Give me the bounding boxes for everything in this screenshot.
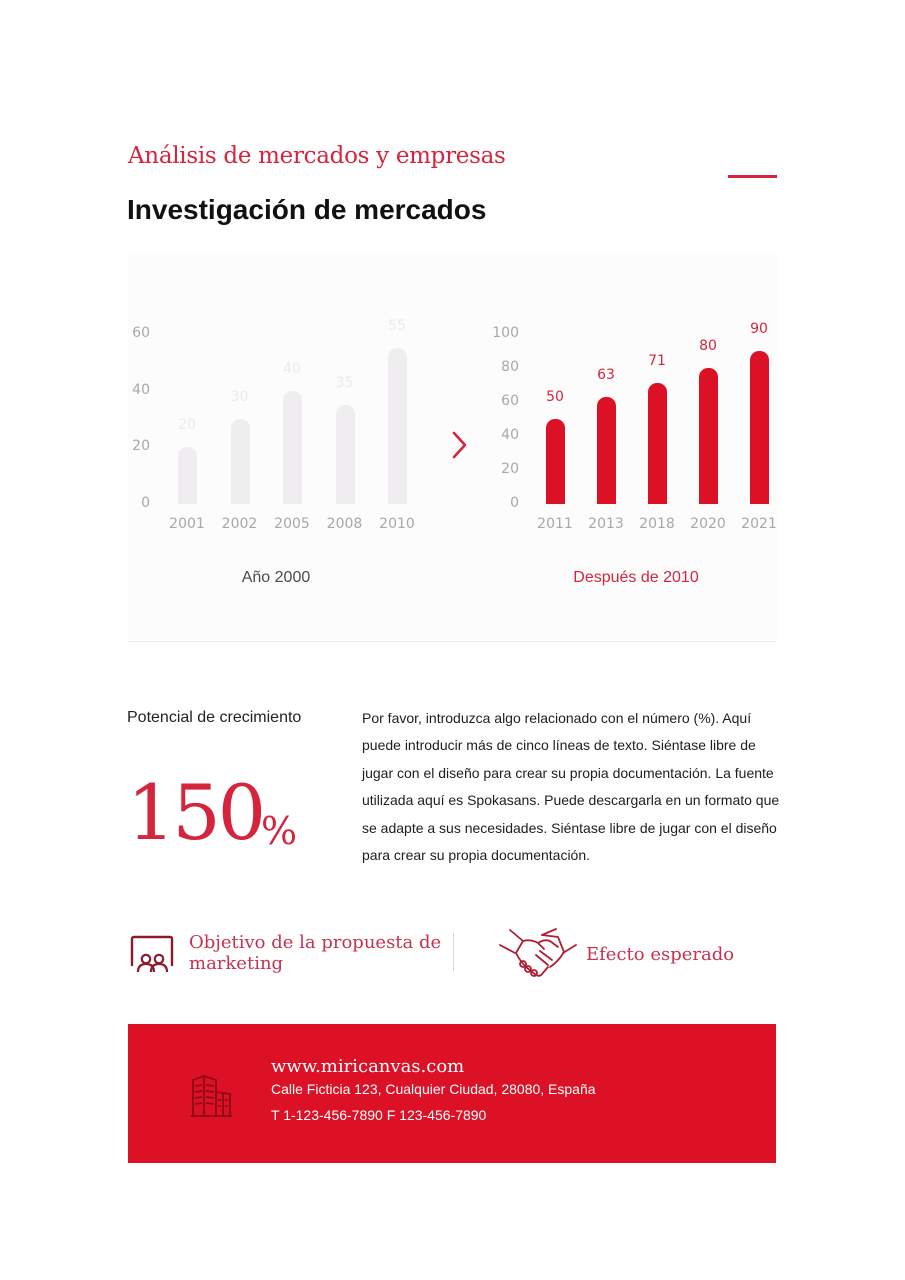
feature-label-line2: marketing — [189, 953, 284, 974]
chart-caption-2000: Año 2000 — [241, 569, 311, 586]
feature-marketing-objective — [189, 932, 441, 974]
y-axis-tick: 20 — [501, 461, 519, 477]
chart-bar — [699, 368, 718, 504]
x-axis-tick: 2020 — [690, 516, 726, 532]
accent-line — [728, 175, 777, 178]
chevron-right-icon — [450, 430, 470, 460]
chart-bar — [283, 391, 302, 504]
bar-value-label: 71 — [648, 353, 666, 370]
x-axis-tick: 2005 — [274, 516, 310, 532]
bar-value-label: 40 — [283, 360, 301, 377]
bar-value-label: 55 — [388, 318, 406, 335]
feature-label-line1: Objetivo de la propuesta de — [189, 932, 442, 953]
growth-value: 150 — [127, 768, 264, 857]
chart-bar — [178, 447, 197, 504]
x-axis-tick: 2008 — [326, 516, 363, 532]
y-axis-tick: 80 — [501, 359, 519, 375]
bar-value-label: 20 — [178, 417, 196, 434]
chart-bar — [648, 383, 667, 504]
x-axis-tick: 2018 — [639, 516, 675, 532]
x-axis-tick: 2010 — [379, 516, 415, 532]
x-axis-tick: 2011 — [537, 516, 573, 532]
charts-panel — [128, 255, 777, 640]
y-axis-tick: 20 — [132, 438, 150, 455]
y-axis-tick: 40 — [132, 381, 150, 398]
feature-separator — [453, 933, 454, 971]
chart-bar — [597, 397, 616, 504]
y-axis-tick: 100 — [492, 325, 519, 341]
chart-bar — [750, 351, 769, 504]
x-axis-tick: 2001 — [169, 516, 205, 532]
growth-label: Potencial de crecimiento — [127, 709, 302, 726]
bar-value-label: 90 — [750, 321, 768, 337]
feature-expected-effect: Efecto esperado — [586, 944, 735, 965]
y-axis-tick: 0 — [510, 495, 519, 511]
chart-bar — [388, 348, 407, 504]
chart-caption-2010: Después de 2010 — [573, 569, 699, 586]
y-axis-tick: 0 — [141, 495, 150, 511]
y-axis-tick: 60 — [132, 325, 150, 341]
bar-value-label: 30 — [230, 389, 249, 405]
x-axis-tick: 2013 — [588, 516, 624, 532]
bar-value-label: 80 — [699, 338, 717, 354]
chart-bar — [231, 419, 250, 504]
growth-unit: % — [261, 809, 298, 853]
chart-after-2010 — [478, 255, 778, 640]
chart-year-2000 — [128, 255, 428, 640]
section-subtitle: Análisis de mercados y empresas — [128, 143, 506, 169]
bar-value-label: 63 — [597, 366, 615, 383]
y-axis-tick: 60 — [501, 393, 519, 409]
y-axis-tick: 40 — [501, 427, 519, 443]
handshake-icon — [498, 927, 578, 982]
bar-value-label: 35 — [335, 374, 354, 391]
x-axis-tick: 2002 — [221, 516, 258, 532]
footer-website: www.miricanvas.com — [271, 1056, 465, 1077]
building-icon — [190, 1072, 236, 1118]
footer-contact-panel — [128, 1024, 776, 1163]
bar-value-label: 50 — [546, 389, 564, 405]
section-divider — [128, 641, 777, 642]
page-title: Investigación de mercados — [127, 194, 487, 225]
footer-phone-fax: T 1-123-456-7890 F 123-456-7890 — [271, 1107, 487, 1123]
chart-bar — [546, 419, 565, 504]
x-axis-tick: 2021 — [741, 516, 777, 532]
footer-address: Calle Ficticia 123, Cualquier Ciudad, 28080, España — [271, 1081, 596, 1097]
audience-presentation-icon — [128, 935, 176, 975]
growth-description: Por favor, introduzca algo relacionado con el número (%). Aquí puede introducir más de cinco líneas de texto. Siéntase libre de jugar con el diseño para crear su propia documentación. La fuente utilizada aquí es Spokasans. Puede descargarla en un formato que se adapte a sus necesidades. Siéntase libre de jugar con el diseño para crear su propia documentación. — [362, 710, 780, 864]
chart-bar — [336, 405, 355, 504]
